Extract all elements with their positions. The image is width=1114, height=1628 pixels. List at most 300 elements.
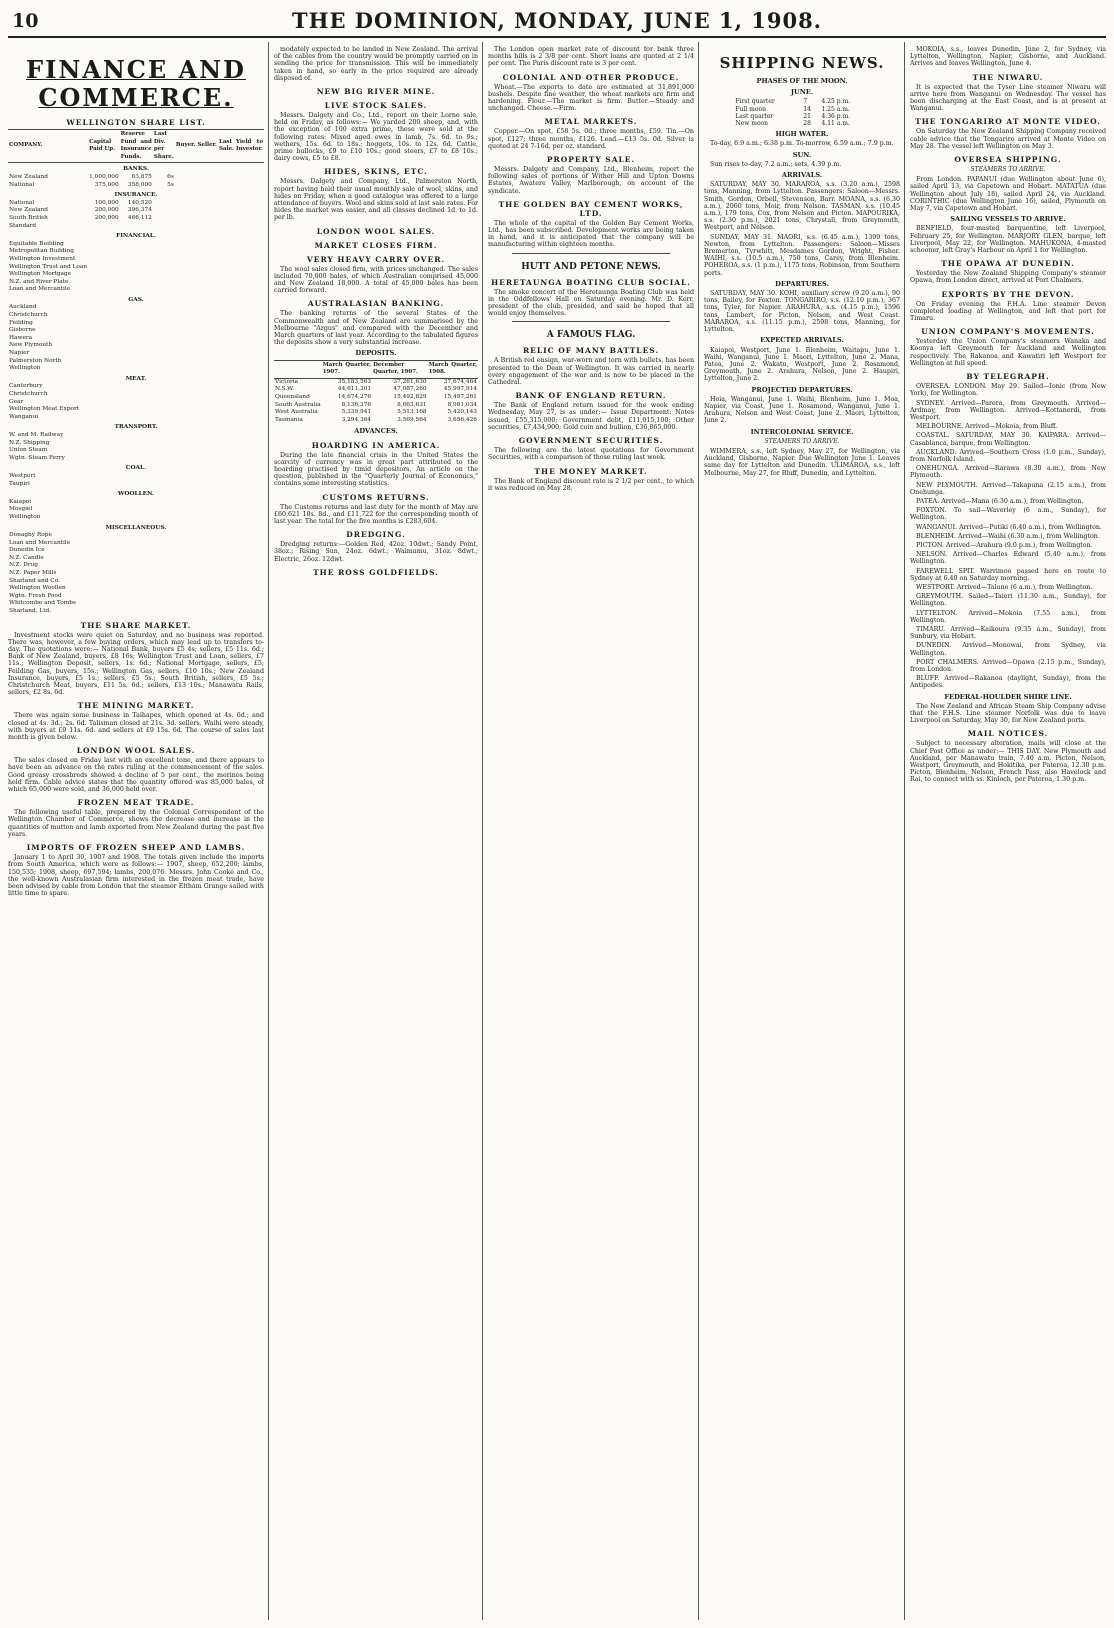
table-cell [218, 383, 235, 391]
table-cell [218, 481, 235, 489]
table-row [8, 383, 264, 391]
table-cell [120, 279, 153, 287]
company-name: Christchurch [9, 312, 48, 319]
table-cell [88, 608, 120, 616]
table-cell [235, 540, 264, 548]
table-cell: 4.25 p.m. [821, 98, 851, 106]
article-text: MELBOURNE. Arrived—Mokoia, from Bluff. [916, 423, 1058, 431]
table-cell [120, 555, 153, 563]
section-heading: RELIC OF MANY BATTLES. [522, 346, 660, 356]
category-label: GAS. [128, 296, 144, 303]
table-cell: 6s [167, 173, 174, 180]
table-cell [153, 585, 175, 593]
table-cell [196, 200, 217, 208]
table-cell [196, 174, 217, 182]
table-cell [218, 499, 235, 507]
article-text: To-day, 6.9 a.m.; 6.38 p.m. To-morrow, 6.59 a.m.; 7.9 p.m. [710, 140, 894, 148]
table-cell [120, 256, 153, 264]
table-cell [88, 473, 120, 481]
table-cell [218, 570, 235, 578]
table-cell [175, 570, 197, 578]
company-name: New Plymouth [9, 342, 53, 349]
company-name: Wellington Trust and Loan [9, 263, 88, 270]
table-cell [196, 399, 217, 407]
table-cell: 200,000 [94, 214, 119, 221]
table-cell [196, 540, 217, 548]
high-water-heading: HIGH WATER. [775, 130, 829, 139]
company-name: Wgtn. Fresh Food [9, 592, 62, 599]
table-cell [88, 447, 120, 455]
table-cell: 3,569,564 [397, 416, 427, 423]
table-row [8, 570, 264, 578]
table-cell: 47,087,260 [393, 386, 427, 393]
finance-title: FINANCE AND COMMERCE. [26, 55, 246, 112]
company-name: Napier [9, 350, 30, 357]
table-cell [88, 383, 120, 391]
table-cell [175, 399, 197, 407]
table-cell [88, 335, 120, 343]
table-cell [196, 391, 217, 399]
category-row [8, 522, 264, 533]
section-heading: HERETAUNGA BOATING CLUB SOCIAL. [491, 277, 691, 287]
table-cell [218, 391, 235, 399]
table-cell [175, 540, 197, 548]
table-cell [120, 447, 153, 455]
table-cell [196, 608, 217, 616]
table-cell [218, 248, 235, 256]
table-cell [218, 207, 235, 215]
article-text: DUNEDIN. Arrived—Monowai, from Sydney, via Wellington. [910, 642, 1106, 657]
section-heading: THE GOLDEN BAY CEMENT WORKS, LTD. [498, 199, 684, 218]
table-cell [153, 383, 175, 391]
article-text: Messrs. Dalgety and Co., Ltd., report on their Lorne sale, held on Friday, as follows:— We yarded 200 sheep, and, with the exception of 100 extra prime, these were sold at the following rates: Mixed aged ewes in lamb, 7s. 6d. to 9s.; wethers, 15s. 6d. to 18s.; hoggets, 10s. to 12s. 6d. Cattle, prime bullocks, £9 to £10 10s.; good steers, £7 to £8 10s.; dairy cows, £5 to £8. [274, 112, 478, 163]
table-row [8, 562, 264, 570]
section-heading: THE SHARE MARKET. [80, 620, 192, 630]
column-header: March Quarter, 1908. [428, 360, 478, 378]
company-name: Dunedin Ice [9, 547, 45, 554]
table-row [733, 98, 870, 105]
company-name: New Zealand [9, 173, 48, 180]
table-cell [88, 547, 120, 555]
table-row [8, 312, 264, 320]
table-cell: 15,497,261 [443, 394, 477, 401]
table-row [8, 473, 264, 481]
table-cell [153, 578, 175, 586]
company-name: Loan and Mercantile [9, 286, 71, 293]
article-text: BLENHEIM. Arrived—Waihi (6.30 a.m.), from Wellington. [916, 532, 1100, 540]
table-cell: New moon [735, 120, 769, 128]
table-cell [153, 532, 175, 540]
table-cell [175, 279, 197, 287]
article-text: AUCKLAND. Arrived—Southern Cross (1.0 p.m., Sunday), from Norfolk Island. [910, 448, 1106, 463]
table-cell [196, 499, 217, 507]
section-heading: THE ROSS GOLDFIELDS. [313, 567, 439, 577]
table-row [8, 264, 264, 272]
table-cell [235, 335, 264, 343]
table-cell [120, 358, 153, 366]
company-name: Loan and Mercantile [9, 539, 71, 546]
table-cell [120, 562, 153, 570]
table-cell [235, 312, 264, 320]
table-row [8, 207, 264, 215]
table-row [8, 241, 264, 249]
table-row [8, 174, 264, 182]
table-cell [120, 547, 153, 555]
table-cell [88, 578, 120, 586]
table-cell [88, 562, 120, 570]
article-text: COASTAL. SATURDAY, MAY 30. KAIPARA. Arrived—Casablanca, barque, from Wellington. [910, 432, 1106, 447]
article-text: Yesterday the New Zealand Shipping Company's steamer Opawa, from London direct, arrived at Port Chalmers. [910, 270, 1106, 285]
table-row [274, 417, 478, 425]
table-cell [196, 414, 217, 422]
intercolonial-heading: INTERCOLONIAL SERVICE. [750, 427, 854, 436]
table-cell [175, 207, 197, 215]
company-name: N.Z. Drug [9, 562, 39, 569]
company-name: Sharland, Ltd. [9, 608, 52, 615]
table-cell [175, 414, 197, 422]
table-cell [196, 555, 217, 563]
company-name: Equitable Building [9, 240, 64, 247]
section-heading: COLONIAL AND OTHER PRODUCE. [502, 72, 680, 82]
finance-column [8, 46, 264, 1616]
divider [512, 253, 670, 254]
article-text: Messrs. Dalgety and Company, Ltd., Palmerston North, report having held their usual monthly sale of wool, skins, and hides on Friday, when a good catalogue was offered to a large attendance of buyers. Wool and skins sold at last sale rates. For hides the market was easier, and all classes declined 1d. to 1d. per lb. [274, 178, 478, 222]
table-cell [175, 182, 197, 190]
section-heading: CUSTOMS RETURNS. [322, 492, 430, 502]
category-row [8, 373, 264, 384]
newspaper-title: THE DOMINION, MONDAY, JUNE 1, 1908. [292, 8, 822, 33]
table-cell [153, 279, 175, 287]
table-row [8, 279, 264, 287]
table-row [8, 585, 264, 593]
article-text: On Friday evening the F.H.A. Line steamer Devon completed loading at Wellington, and left that port for Timaru. [910, 300, 1106, 323]
article-text: The following useful table, prepared by the Colonial Correspondent of the Wellington Chamber of Commerce, shows the decrease and increase in the quantities of mutton and lamb exported from New Zealand during the past five years. [8, 809, 264, 838]
table-cell [196, 600, 217, 608]
table-row [8, 555, 264, 563]
table-row [8, 481, 264, 489]
state-name: South Australia [275, 401, 321, 408]
table-cell [153, 248, 175, 256]
article-text: The sales closed on Friday last with an excellent tone, and there appears to have been an advance on the rates ruling at the commencement of the sales. Good greasy crossbreds showed a decline of 5 per cent., the merinos being held firm. Cable advice states that the quantity offered was 85,000 bales, of which 65,000 were sold, and 36,000 held over. [8, 757, 264, 794]
article-text: FOXTON. To sail—Waverley (6 a.m., Sunday), for Wellington. [910, 507, 1106, 522]
table-cell: 200,000 [94, 207, 119, 214]
table-cell: 14 [803, 105, 811, 113]
table-row [8, 248, 264, 256]
table-cell [175, 383, 197, 391]
table-cell [120, 608, 153, 616]
table-row [8, 256, 264, 264]
table-cell [175, 391, 197, 399]
table-cell [120, 223, 153, 231]
table-cell: 1,000,000 [89, 173, 119, 180]
article-text: Wheat.—The exports to date are estimated at 31,891,000 bushels. Despite fine weather, the wheat markets are firm and hardening. Flour.—The market is firm. Butter.—Steady and unchanged. Cheese.—Firm. [488, 83, 694, 113]
table-cell [196, 432, 217, 440]
table-cell [235, 264, 264, 272]
table-cell [120, 440, 153, 448]
table-row [8, 406, 264, 414]
category-label: INSURANCE. [114, 192, 158, 199]
article-text: SATURDAY, MAY 30. KOHI, auxiliary screw (9.20 a.m.), 90 tons, Bailey, for Foxton. TONGARIRO, s.s. (12.10 p.m.), 367 tons, Tyler, for Napier. ARAHURA, s.s. (4.15 p.m.), 1596 tons, Lambert, for Picton, Nelson, and West Coast. MARAROA, s.s. (11.15 p.m.), 2598 tons, Manning, for Lyttelton. [704, 290, 900, 334]
category-label: COAL. [125, 465, 147, 472]
table-cell [175, 320, 197, 328]
table-cell [235, 562, 264, 570]
article-text: SUNDAY, MAY 31. MAORI, s.s. (6.45 a.m.), 1399 tons, Newton, from Lyttelton. Passengers: Saloon—Misses Bremerton, Tyrwhitt, Mesdames Gordon, Wright, Fisher. WAIHI, s.s. (10.5 a.m.), 750 tons, Carey, from Blenheim. POHEROA, s.s. (1 p.m.), 1175 tons, Robinson, from Southern ports. [704, 233, 900, 277]
table-cell [153, 320, 175, 328]
table-cell [235, 506, 264, 514]
table-cell [153, 406, 175, 414]
article-text: On Saturday the New Zealand Shipping Company received cable advice that the Tongariro arrived at Monte Video on May 28. The vessel left Wellington on May 3. [910, 128, 1106, 150]
section-heading: OVERSEA SHIPPING. [954, 155, 1062, 165]
company-name: Donaghy Rope [9, 532, 52, 539]
table-cell [175, 358, 197, 366]
article-text: NEW PLYMOUTH. Arrived—Takapuna (2.15 a.m.), from Onehunga. [910, 481, 1106, 496]
table-cell [153, 304, 175, 312]
newspaper-page [8, 6, 1106, 1622]
table-cell [88, 514, 120, 522]
article-text: BLUFF. Arrived—Rakanoa (daylight, Sunday), from the Antipodes. [910, 675, 1106, 690]
table-cell [196, 383, 217, 391]
table-cell [153, 473, 175, 481]
table-cell [235, 578, 264, 586]
section-heading: HIDES, SKINS, ETC. [324, 167, 428, 177]
table-row [8, 327, 264, 335]
table-cell [196, 350, 217, 358]
table-cell [196, 406, 217, 414]
table-cell [88, 455, 120, 463]
company-name: Sharland and Co. [9, 577, 60, 584]
article-text: Copper.—On spot, £58 5s. 0d.; three months, £59. Tin.—On spot, £127; three months, £126. Lead.—£13 5s. 0d. Silver is quoted at 24 7-16d. per oz. standard. [488, 128, 694, 150]
company-name: Wellington Investment [9, 255, 76, 262]
table-cell [120, 406, 153, 414]
table-cell [175, 350, 197, 358]
table-cell [120, 350, 153, 358]
table-row [8, 335, 264, 343]
table-row [8, 358, 264, 366]
table-cell [218, 578, 235, 586]
table-cell [153, 555, 175, 563]
table-cell [218, 455, 235, 463]
table-cell [120, 248, 153, 256]
table-cell [235, 514, 264, 522]
table-cell [120, 241, 153, 249]
company-name: South British [9, 214, 48, 221]
section-heading: UNION COMPANY'S MOVEMENTS. [921, 327, 1095, 337]
table-cell [153, 358, 175, 366]
table-cell [235, 350, 264, 358]
table-cell [235, 286, 264, 294]
article-text: SATURDAY, MAY 30. MARAROA, s.s. (3.20 a.m.), 2598 tons, Manning, from Lyttelton. Passengers: Saloon—Messrs. Smith, Gordon, Orbell, Stevenson, Barr. MOANA, s.s. (6.30 a.m.), 2060 tons, Moir, from Nelson. TASMAN, s.s. (10.45 a.m.), 179 tons, Cox, from Nelson and Picton. MAPOURIKA, s.s. (2.30 p.m.), 2021 tons, Chrystall, from Greymouth, Westport, and Nelson. [704, 181, 900, 232]
section-heading: LONDON WOOL SALES. [76, 746, 196, 756]
table-cell [235, 432, 264, 440]
column-header: Capital Paid Up. [88, 130, 120, 163]
table-cell [235, 481, 264, 489]
table-cell [175, 174, 197, 182]
table-cell [153, 223, 175, 231]
company-name: Gisborne [9, 327, 36, 334]
table-cell [218, 406, 235, 414]
table-cell [175, 514, 197, 522]
table-cell [235, 473, 264, 481]
state-name: N.S.W. [275, 386, 294, 393]
table-row [8, 506, 264, 514]
table-cell [218, 286, 235, 294]
table-cell [196, 514, 217, 522]
table-cell [88, 223, 120, 231]
shipping-title: SHIPPING NEWS. [719, 54, 885, 72]
table-cell [153, 447, 175, 455]
departures-heading: DEPARTURES. [775, 279, 829, 288]
table-row [8, 350, 264, 358]
article-text: LYTTELTON. Arrived—Mokoia (7.55 a.m.), from Wellington. [910, 609, 1106, 624]
table-row [8, 286, 264, 294]
table-cell [175, 335, 197, 343]
table-cell [235, 215, 264, 223]
table-cell [218, 399, 235, 407]
table-cell [235, 455, 264, 463]
table-row [8, 414, 264, 422]
table-cell [196, 365, 217, 373]
table-cell: Last quarter [735, 112, 774, 120]
column-header: Reserve Fund and Insurance Funds. [120, 130, 153, 163]
article-text: The wool sales closed firm, with prices unchanged. The sales included 70,000 bales, of which Australian comprised 45,000 and New Zealand 18,000. A total of 45,000 bales has been carried forward. [274, 265, 478, 295]
table-cell [196, 570, 217, 578]
table-row [8, 365, 264, 373]
table-cell [235, 391, 264, 399]
table-cell: 15,492,829 [393, 394, 427, 401]
table-cell [235, 406, 264, 414]
table-cell [196, 532, 217, 540]
table-cell [196, 271, 217, 279]
table-cell [218, 182, 235, 190]
section-heading: NEW BIG RIVER MINE. [316, 87, 436, 97]
company-name: N.Z. Candle [9, 554, 44, 561]
article-text: The following are the latest quotations for Government Securities, with a comparison of those ruling last week. [488, 447, 694, 462]
table-cell: 140,520 [127, 199, 152, 206]
table-cell [153, 399, 175, 407]
table-cell [196, 447, 217, 455]
sailing-heading: SAILING VESSELS TO ARRIVE. [950, 215, 1066, 224]
table-cell [218, 342, 235, 350]
table-cell [235, 320, 264, 328]
article-text: The banking returns of the several States of the Commonwealth and of New Zealand are summarised by the Melbourne "Argus" and compared with the December and March quarters of last year. According to the tabulated figures the deposits show a very substantial increase. [274, 310, 478, 347]
state-name: Victoria [275, 378, 299, 385]
table-cell [88, 241, 120, 249]
section-heading: METAL MARKETS. [544, 117, 638, 127]
table-cell [235, 499, 264, 507]
article-text: The London open market rate of discount for bank three months bills is 2 3/8 per cent. Short loans are quoted at 2 1/4 per cent. The Paris discount rate is 3 per cent. [488, 46, 694, 68]
section-heading: THE OPAWA AT DUNEDIN. [941, 259, 1075, 269]
article-text: GREYMOUTH. Sailed—Taieri (11.30 a.m., Sunday), for Wellington. [910, 593, 1106, 608]
table-cell [175, 342, 197, 350]
table-cell [175, 223, 197, 231]
article-text: Subject to necessary alteration, mails will close at the Chief Post Office as under:— THIS DAY. New Plymouth and Auckland, per Manawatu train, 7.40 a.m. Picton, Nelson, Westport, Greymouth, and Hokitika, per Pateroa, 12.30 p.m. Picton, Blenheim, Nelson, French Pass, also Havelock and Rai, to connect with ss. Kinloch, per Pateroa, 1.30 p.m. [910, 740, 1106, 784]
page-number: 10 [12, 10, 39, 32]
table-cell: 5,339,941 [341, 409, 372, 416]
table-row [8, 271, 264, 279]
article-text: A British red ensign, war-worn and torn with bullets, has been presented to the Dean of Wellington. It was carried in nearly every engagement of the war and is now to be placed in the Cathedral. [488, 357, 694, 387]
table-cell [175, 473, 197, 481]
table-row [8, 304, 264, 312]
table-cell [88, 414, 120, 422]
table-cell [235, 440, 264, 448]
table-row [8, 182, 264, 190]
state-name: West Australia [275, 409, 318, 416]
table-cell [196, 473, 217, 481]
table-cell [218, 312, 235, 320]
section-heading: PROPERTY SALE. [546, 155, 636, 165]
table-cell [153, 562, 175, 570]
table-cell [88, 286, 120, 294]
table-cell [153, 350, 175, 358]
table-cell [218, 532, 235, 540]
company-name: Whitcombe and Tombs [9, 600, 76, 607]
table-cell: 100,000 [94, 199, 119, 206]
table-cell [218, 447, 235, 455]
table-cell [235, 593, 264, 601]
category-row [8, 488, 264, 499]
article-text: It is expected that the Tyser Line steamer Niwaru will arrive here from Wanganui on Wednesday. The vessel has been discharging at the East Coast, and is at present at Wanganui. [910, 83, 1106, 113]
table-cell [153, 414, 175, 422]
table-cell [153, 207, 175, 215]
table-cell [88, 481, 120, 489]
section-heading: IMPORTS OF FROZEN SHEEP AND LAMBS. [26, 843, 246, 853]
company-name: Wanganui [9, 413, 39, 420]
table-cell [153, 312, 175, 320]
table-row [8, 547, 264, 555]
table-cell [88, 358, 120, 366]
column-rule [904, 42, 905, 1620]
table-row [8, 593, 264, 601]
table-cell [88, 399, 120, 407]
column-rule [268, 42, 269, 1620]
table-cell: 8,136,376 [341, 401, 372, 408]
column-header: COMPANY. [8, 130, 88, 163]
table-cell: 8,981,034 [447, 401, 477, 408]
table-cell: 466,112 [127, 214, 152, 221]
article-text: Messrs. Dalgety and Company, Ltd., Blenheim, report the following sales of portions of Wither Hill and Upton Downs Estates, Awatere Valley, Marlborough, on account of the syndicate. [488, 166, 694, 195]
section-heading: A FAMOUS FLAG. [546, 330, 636, 341]
table-cell: 5,513,168 [397, 409, 427, 416]
table-cell [88, 432, 120, 440]
table-row [274, 378, 478, 386]
projected-heading: PROJECTED DEPARTURES. [751, 385, 853, 394]
article-text: Kaiapoi, Westport, June 1. Blenheim, Waitapu, June 1. Waihi, Wanganui, June 1. Maori, Lyttelton, June 2. Mana, Patea, June 2. Wakatu, Westport, June 2. Rosamond, Greymouth, June 2. Arahura, Nelson, June 2. Haupiri, Lyttelton, June 2. [704, 346, 900, 383]
federal-heading: FEDERAL-HOULDER SHIRE LINE. [944, 692, 1072, 701]
table-row [733, 120, 870, 127]
masthead [8, 6, 1106, 38]
company-name: Kaiapoi [9, 498, 32, 505]
table-row [733, 106, 870, 113]
company-name: Feilding [9, 319, 33, 326]
table-cell [196, 547, 217, 555]
table-cell [153, 481, 175, 489]
table-cell [175, 555, 197, 563]
table-cell [218, 241, 235, 249]
table-cell [218, 593, 235, 601]
article-text: MOKOIA, s.s., leaves Dunedin, June 2, for Sydney, via Lyttelton, Wellington, Napier, Gisborne, and Auckland. Arrives and leaves Wellington, June 4. [910, 46, 1106, 68]
table-row [8, 455, 264, 463]
company-name: Union Steam [9, 447, 48, 454]
table-cell [175, 532, 197, 540]
table-cell [153, 391, 175, 399]
table-cell [235, 207, 264, 215]
table-cell [235, 547, 264, 555]
table-cell: 37,261,630 [393, 378, 427, 385]
company-name: New Zealand [9, 207, 48, 214]
table-cell [235, 447, 264, 455]
section-heading: BY TELEGRAPH. [966, 372, 1050, 382]
table-cell [175, 304, 197, 312]
